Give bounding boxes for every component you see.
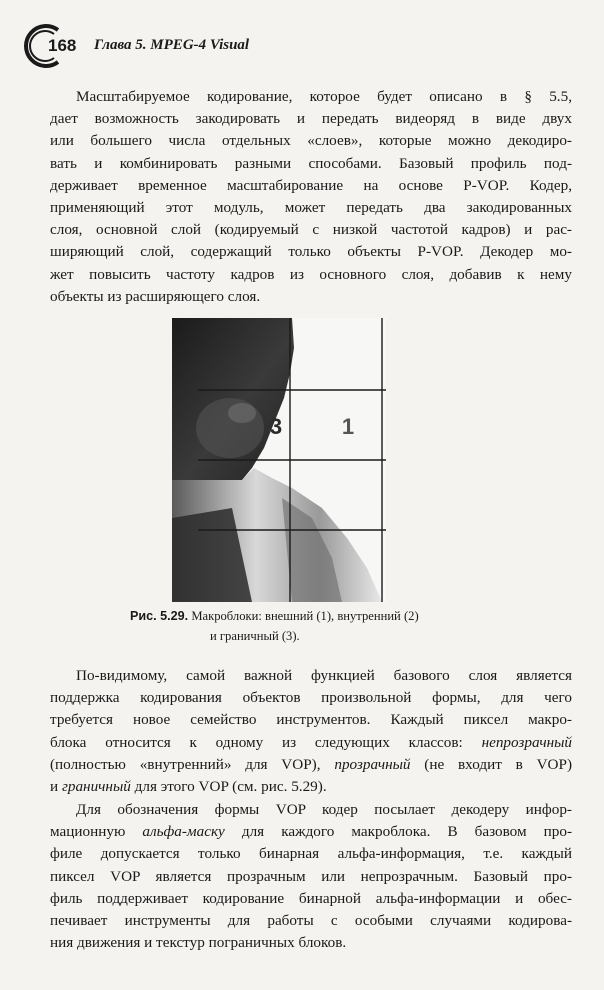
text-line: держивает временное масштабирование на основе P-VOP. Кодер, [50, 176, 572, 194]
term-transparent: прозрачный [334, 755, 411, 773]
chapter-title: Глава 5. MPEG-4 Visual [94, 37, 250, 53]
text-line: слоя, основной слой (кодируемый с низкой частотой кадров) и рас- [50, 221, 572, 239]
text-fragment: блока относится к одному из следующих классов: [50, 733, 463, 751]
macroblock-illustration [172, 318, 386, 602]
text-line: печивает инструменты для работы с особыми случаями кодирова- [50, 912, 572, 930]
text-fragment: (не входит в VOP) [424, 755, 573, 773]
text-line: Для обозначения формы VOP кодер посылает декодеру инфор- [76, 801, 572, 818]
text-line: поддержка кодирования объектов произвольной формы, для чего [50, 689, 572, 707]
text-line [50, 776, 572, 798]
text-fragment: мационную [50, 823, 126, 841]
page-number: 168 [48, 36, 77, 55]
text-line: Масштабируемое кодирование, которое будет описано в § 5.5, [76, 88, 572, 105]
text-line [50, 732, 572, 754]
text-fragment: для этого VOP (см. рис. 5.29). [134, 778, 327, 796]
boundary-block-label: 3 [269, 414, 283, 439]
text-fragment: для каждого макроблока. В базовом про- [241, 823, 573, 841]
text-line: По-видимому, самой важной функцией базового слоя является [76, 667, 572, 684]
text-line: ния движения и текстур пограничных блоков. [50, 934, 347, 952]
text-line: дает возможность закодировать и передать видеоряд в виде двух [50, 110, 572, 128]
text-line [50, 754, 572, 776]
text-line: филе допускается только бинарная альфа-информация, т.е. каждый [50, 845, 572, 863]
text-fragment: (полностью «внутренний» для VOP), [50, 755, 321, 773]
text-line: пиксел VOP является прозрачным или непрозрачным. Базовый про- [50, 867, 572, 885]
caption-text-1: Макроблоки: внешний (1), внутренний (2) [191, 609, 419, 623]
term-opaque: непрозрачный [481, 733, 572, 751]
text-line: требуется новое семейство инструментов. Каждый пиксел макро- [50, 711, 572, 729]
macroblock-figure [172, 318, 386, 602]
text-line: ширяющий слой, содержащий только объекты P-VOP. Декодер мо- [50, 243, 572, 261]
term-boundary: граничный [61, 778, 131, 796]
text-line: или большего числа отдельных «слоев», которые можно декодиро- [50, 132, 572, 150]
paragraph-1 [50, 86, 572, 308]
term-alpha-mask: альфа-маску [142, 823, 225, 841]
caption-line-2: и граничный (3). [210, 629, 300, 643]
page-header [18, 22, 588, 70]
text-line: применяющий этот модуль, может передать два закодированных [50, 199, 572, 217]
paragraph-3 [50, 799, 572, 954]
text-line [50, 821, 572, 843]
caption-line-1 [130, 606, 550, 626]
text-line: жет повысить частоту кадров из основного слоя, добавив к нему [50, 265, 572, 283]
text-fragment: и [50, 778, 59, 796]
caption-label: Рис. 5.29. [130, 609, 189, 623]
paragraph-2 [50, 665, 572, 798]
figure-caption [130, 606, 550, 646]
text-line: филь поддерживает кодирование бинарной альфа-информации и обес- [50, 889, 572, 907]
text-line: вать и комбинировать разными способами. Базовый профиль под- [50, 154, 572, 172]
outer-block-label: 1 [341, 414, 355, 439]
text-line: объекты из расширяющего слоя. [50, 287, 261, 305]
